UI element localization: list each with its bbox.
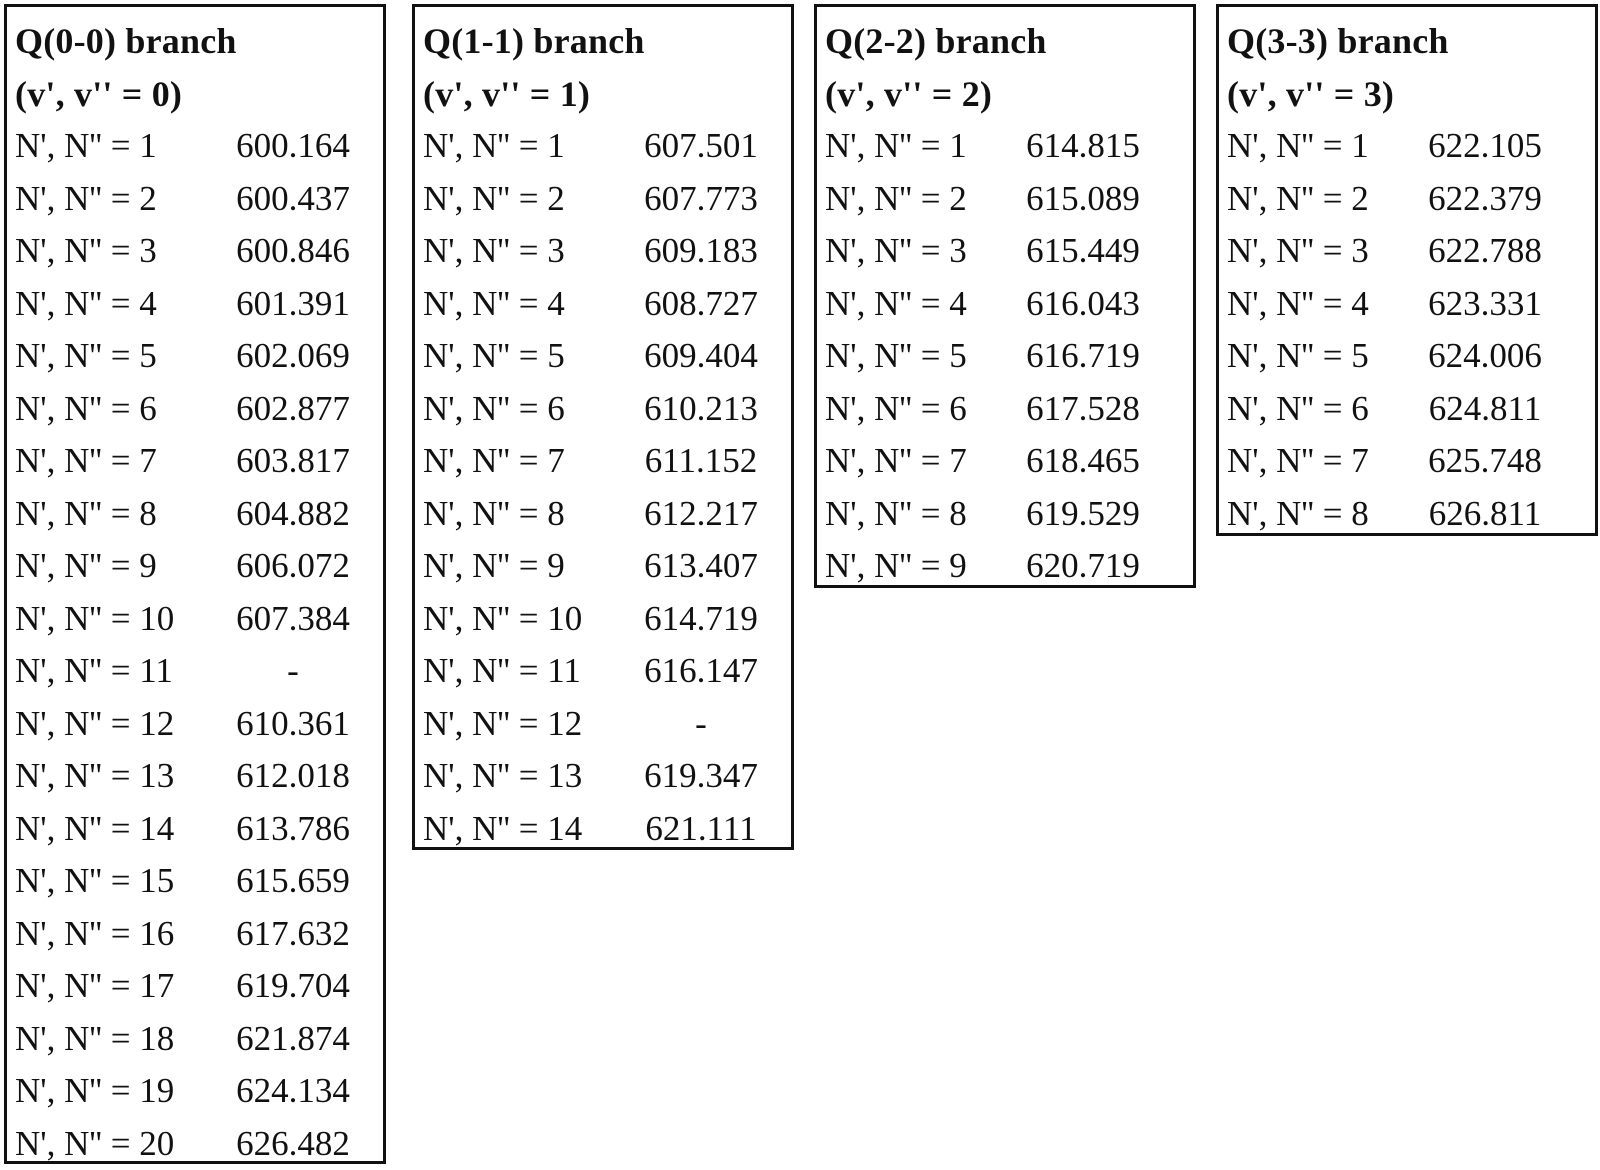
branch-table-q00 (4, 4, 386, 1164)
table-row (15, 908, 383, 961)
row-value: 612.217 (631, 488, 771, 541)
row-label: N', N'' = 19 (15, 1065, 223, 1118)
row-label: N', N'' = 2 (825, 173, 1013, 226)
row-value: 612.018 (223, 750, 363, 803)
row-value: 609.404 (631, 330, 771, 383)
row-label: N', N'' = 7 (1227, 435, 1415, 488)
table-row (423, 750, 791, 803)
row-value: 600.164 (223, 120, 363, 173)
row-value: 607.384 (223, 593, 363, 646)
row-label: N', N'' = 2 (1227, 173, 1415, 226)
row-value: 621.874 (223, 1013, 363, 1066)
row-label: N', N'' = 4 (825, 278, 1013, 331)
row-label: N', N'' = 13 (15, 750, 223, 803)
row-label: N', N'' = 5 (15, 330, 223, 383)
row-label: N', N'' = 17 (15, 960, 223, 1013)
table-row (15, 383, 383, 436)
table-row (825, 488, 1193, 541)
row-label: N', N'' = 8 (423, 488, 631, 541)
row-label: N', N'' = 15 (15, 855, 223, 908)
row-label: N', N'' = 6 (1227, 383, 1415, 436)
branch-table-q33 (1216, 4, 1598, 536)
branch-rows (15, 120, 383, 1170)
table-row (15, 173, 383, 226)
table-row (423, 173, 791, 226)
row-label: N', N'' = 18 (15, 1013, 223, 1066)
row-label: N', N'' = 5 (423, 330, 631, 383)
row-label: N', N'' = 1 (1227, 120, 1415, 173)
row-value: 606.072 (223, 540, 363, 593)
row-label: N', N'' = 16 (15, 908, 223, 961)
branch-subtitle: (v', v'' = 3) (1227, 68, 1595, 121)
table-row (1227, 435, 1595, 488)
table-row (825, 120, 1193, 173)
row-label: N', N'' = 12 (15, 698, 223, 751)
row-value: 617.632 (223, 908, 363, 961)
row-value: 602.877 (223, 383, 363, 436)
row-value: 624.006 (1415, 330, 1555, 383)
row-value: 618.465 (1013, 435, 1153, 488)
table-row (15, 435, 383, 488)
row-label: N', N'' = 10 (15, 593, 223, 646)
row-value: 604.882 (223, 488, 363, 541)
table-row (15, 960, 383, 1013)
table-row (15, 278, 383, 331)
branch-rows (423, 120, 791, 855)
row-value: 619.347 (631, 750, 771, 803)
table-row (15, 540, 383, 593)
table-row (15, 855, 383, 908)
table-row (423, 488, 791, 541)
row-value: 607.501 (631, 120, 771, 173)
table-row (423, 698, 791, 751)
row-label: N', N'' = 3 (1227, 225, 1415, 278)
branch-subtitle: (v', v'' = 0) (15, 68, 383, 121)
table-row (423, 645, 791, 698)
row-label: N', N'' = 9 (15, 540, 223, 593)
row-label: N', N'' = 2 (423, 173, 631, 226)
row-value: 619.704 (223, 960, 363, 1013)
row-value: 613.407 (631, 540, 771, 593)
row-value: 610.361 (223, 698, 363, 751)
row-label: N', N'' = 9 (423, 540, 631, 593)
row-label: N', N'' = 7 (15, 435, 223, 488)
table-row (825, 278, 1193, 331)
table-row (1227, 383, 1595, 436)
row-label: N', N'' = 3 (825, 225, 1013, 278)
row-label: N', N'' = 7 (423, 435, 631, 488)
row-value: 620.719 (1013, 540, 1153, 593)
row-value: 616.719 (1013, 330, 1153, 383)
table-row (15, 645, 383, 698)
row-value: 616.147 (631, 645, 771, 698)
row-label: N', N'' = 14 (15, 803, 223, 856)
row-value: 611.152 (631, 435, 771, 488)
table-row (423, 330, 791, 383)
row-label: N', N'' = 3 (15, 225, 223, 278)
row-label: N', N'' = 6 (423, 383, 631, 436)
table-row (825, 173, 1193, 226)
row-label: N', N'' = 5 (1227, 330, 1415, 383)
branch-title: Q(1-1) branch (423, 15, 791, 68)
row-value: 615.089 (1013, 173, 1153, 226)
row-label: N', N'' = 4 (15, 278, 223, 331)
branch-table-q11 (412, 4, 794, 850)
row-value: 624.811 (1415, 383, 1555, 436)
row-label: N', N'' = 10 (423, 593, 631, 646)
row-value: 621.111 (631, 803, 771, 856)
row-label: N', N'' = 1 (423, 120, 631, 173)
branch-subtitle: (v', v'' = 1) (423, 68, 791, 121)
table-row (15, 1013, 383, 1066)
table-row (423, 225, 791, 278)
row-value: - (223, 645, 363, 698)
row-label: N', N'' = 4 (1227, 278, 1415, 331)
row-label: N', N'' = 1 (15, 120, 223, 173)
row-value: 623.331 (1415, 278, 1555, 331)
table-row (423, 278, 791, 331)
row-label: N', N'' = 9 (825, 540, 1013, 593)
row-value: 613.786 (223, 803, 363, 856)
row-label: N', N'' = 11 (423, 645, 631, 698)
row-value: - (631, 698, 771, 751)
table-row (15, 225, 383, 278)
row-value: 600.846 (223, 225, 363, 278)
table-row (15, 330, 383, 383)
row-label: N', N'' = 8 (15, 488, 223, 541)
row-value: 622.379 (1415, 173, 1555, 226)
branch-table-q22 (814, 4, 1196, 588)
table-row (15, 1118, 383, 1170)
row-value: 614.719 (631, 593, 771, 646)
row-label: N', N'' = 4 (423, 278, 631, 331)
row-label: N', N'' = 3 (423, 225, 631, 278)
row-value: 615.659 (223, 855, 363, 908)
row-value: 608.727 (631, 278, 771, 331)
table-row (423, 383, 791, 436)
table-row (15, 698, 383, 751)
row-label: N', N'' = 8 (1227, 488, 1415, 541)
row-value: 603.817 (223, 435, 363, 488)
table-row (825, 225, 1193, 278)
table-row (15, 488, 383, 541)
row-label: N', N'' = 6 (15, 383, 223, 436)
row-value: 607.773 (631, 173, 771, 226)
row-label: N', N'' = 2 (15, 173, 223, 226)
row-label: N', N'' = 1 (825, 120, 1013, 173)
row-label: N', N'' = 7 (825, 435, 1013, 488)
table-row (1227, 488, 1595, 541)
row-value: 622.788 (1415, 225, 1555, 278)
table-row (15, 593, 383, 646)
branch-rows (825, 120, 1193, 593)
row-value: 600.437 (223, 173, 363, 226)
row-value: 614.815 (1013, 120, 1153, 173)
row-label: N', N'' = 12 (423, 698, 631, 751)
table-row (423, 435, 791, 488)
table-row (423, 540, 791, 593)
row-label: N', N'' = 14 (423, 803, 631, 856)
row-value: 624.134 (223, 1065, 363, 1118)
row-value: 626.811 (1415, 488, 1555, 541)
table-row (825, 435, 1193, 488)
row-label: N', N'' = 6 (825, 383, 1013, 436)
table-row (1227, 225, 1595, 278)
table-row (423, 803, 791, 856)
branch-title: Q(3-3) branch (1227, 15, 1595, 68)
table-row (15, 120, 383, 173)
row-value: 602.069 (223, 330, 363, 383)
row-value: 610.213 (631, 383, 771, 436)
table-row (825, 330, 1193, 383)
row-value: 616.043 (1013, 278, 1153, 331)
row-value: 601.391 (223, 278, 363, 331)
row-label: N', N'' = 20 (15, 1118, 223, 1170)
branch-subtitle: (v', v'' = 2) (825, 68, 1193, 121)
table-row (1227, 173, 1595, 226)
row-value: 609.183 (631, 225, 771, 278)
row-label: N', N'' = 11 (15, 645, 223, 698)
row-value: 617.528 (1013, 383, 1153, 436)
table-row (825, 383, 1193, 436)
table-row (15, 1065, 383, 1118)
branch-title: Q(2-2) branch (825, 15, 1193, 68)
row-value: 622.105 (1415, 120, 1555, 173)
branch-rows (1227, 120, 1595, 540)
row-value: 626.482 (223, 1118, 363, 1170)
table-row (423, 120, 791, 173)
table-row (15, 803, 383, 856)
row-label: N', N'' = 8 (825, 488, 1013, 541)
branch-title: Q(0-0) branch (15, 15, 383, 68)
table-row (1227, 278, 1595, 331)
table-row (15, 750, 383, 803)
row-value: 619.529 (1013, 488, 1153, 541)
table-row (1227, 120, 1595, 173)
row-label: N', N'' = 5 (825, 330, 1013, 383)
table-row (1227, 330, 1595, 383)
row-value: 625.748 (1415, 435, 1555, 488)
row-label: N', N'' = 13 (423, 750, 631, 803)
table-row (825, 540, 1193, 593)
table-row (423, 593, 791, 646)
row-value: 615.449 (1013, 225, 1153, 278)
